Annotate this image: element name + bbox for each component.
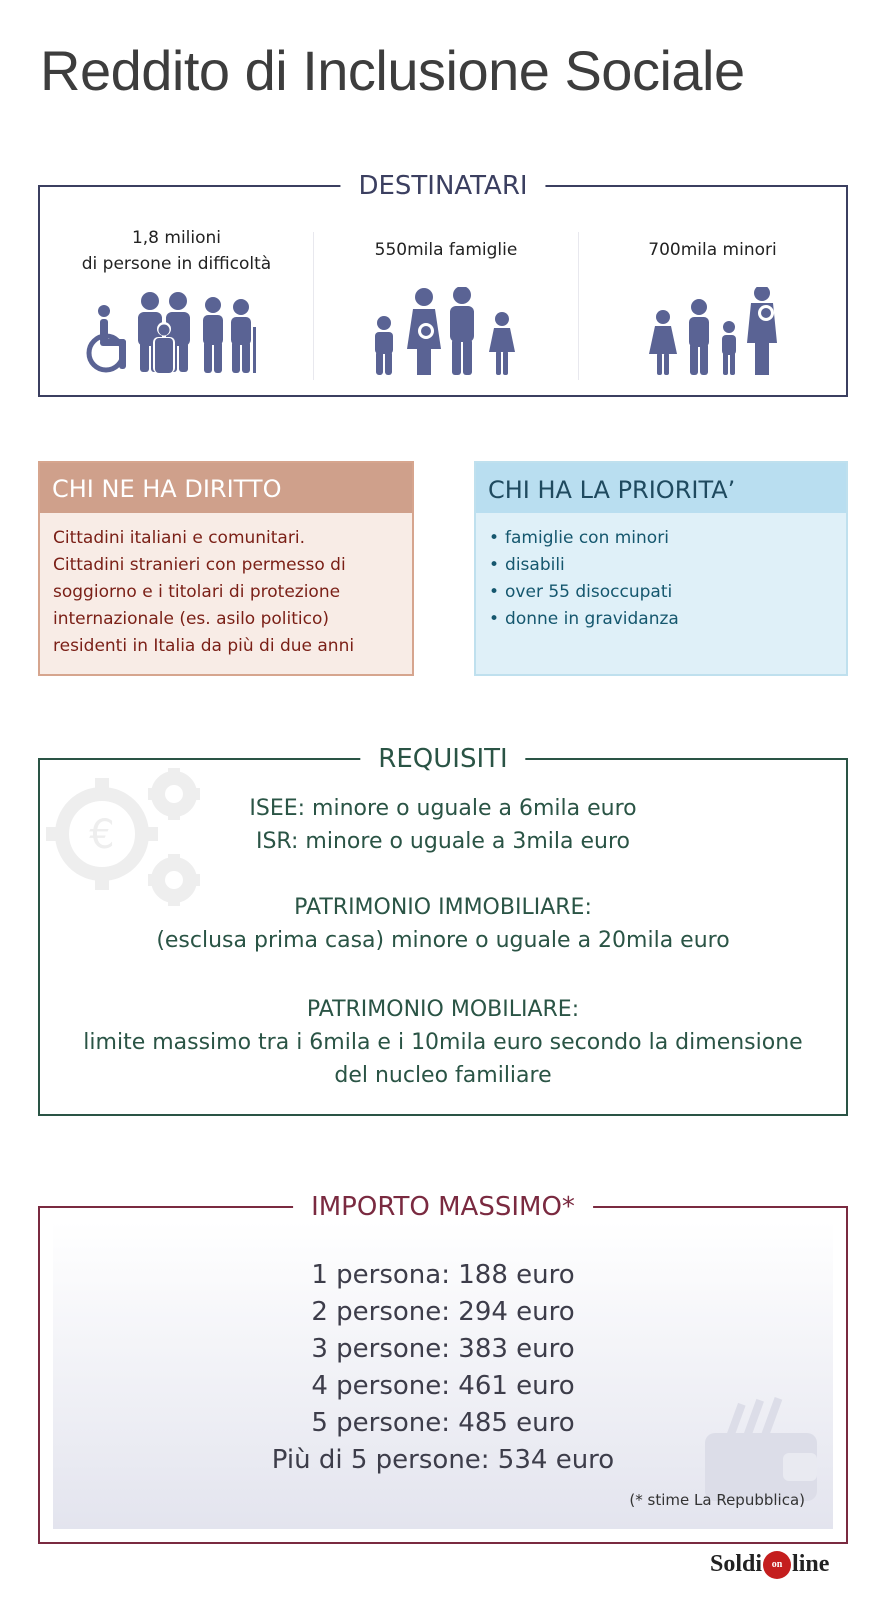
famiglie-label: 550mila famiglie [374, 240, 518, 260]
importo-row: 3 persone: 383 euro [311, 1334, 575, 1364]
minori-label: 700mila minori [648, 240, 777, 260]
importo-row: Più di 5 persone: 534 euro [271, 1445, 615, 1475]
svg-text:€: € [89, 812, 115, 858]
persone-count: 1,8 milioni [131, 228, 222, 248]
chi-ne-ha-diritto-heading: CHI NE HA DIRITTO [40, 463, 412, 513]
chi-ne-ha-diritto-panel [38, 461, 414, 676]
requisito-mobiliare-text: del nucleo familiare [334, 1063, 552, 1088]
page-title: Reddito di Inclusione Sociale [40, 39, 745, 102]
destinatari-column-famiglie [314, 187, 578, 395]
soldionline-logo [710, 1551, 829, 1587]
diritto-line: Cittadini italiani e comunitari. [53, 528, 305, 548]
importo-heading: IMPORTO MASSIMO* [293, 1191, 593, 1223]
chi-ha-la-priorita-heading: CHI HA LA PRIORITA’ [476, 463, 846, 513]
importo-row: 5 persone: 485 euro [311, 1408, 575, 1438]
requisito-mobiliare-title: PATRIMONIO MOBILIARE: [306, 997, 580, 1022]
requisiti-heading: REQUISITI [360, 743, 525, 775]
logo-left: Soldi [710, 1551, 763, 1577]
requisito-isr: ISR: minore o uguale a 3mila euro [255, 829, 631, 854]
persone-desc: di persone in difficoltà [81, 254, 272, 274]
requisito-isee: ISEE: minore o uguale a 6mila euro [249, 796, 637, 821]
destinatari-heading: DESTINATARI [340, 170, 545, 202]
importo-note: (* stime La Repubblica) [629, 1491, 805, 1509]
diritto-line: residenti in Italia da più di due anni [53, 636, 355, 656]
destinatari-column-minori [579, 187, 846, 395]
destinatari-column-persone [40, 187, 313, 395]
importo-massimo-panel [38, 1192, 848, 1544]
importo-row: 1 persona: 188 euro [311, 1260, 575, 1290]
importo-row: 4 persone: 461 euro [311, 1371, 575, 1401]
chi-ha-la-priorita-panel [474, 461, 848, 676]
priority-list [476, 513, 846, 633]
list-item: • donne in gravidanza [489, 606, 846, 633]
list-item: • disabili [489, 552, 846, 579]
children-icon [579, 287, 846, 377]
requisito-immobiliare-title: PATRIMONIO IMMOBILIARE: [294, 895, 592, 920]
list-item: • over 55 disoccupati [489, 579, 846, 606]
importo-row: 2 persone: 294 euro [311, 1297, 575, 1327]
requisito-mobiliare-text: limite massimo tra i 6mila e i 10mila euro secondo la dimensione [83, 1030, 803, 1055]
destinatari-panel [38, 171, 848, 397]
logo-right: line [792, 1551, 830, 1577]
persone-label [40, 225, 313, 277]
family-icon [314, 287, 578, 377]
logo-on-badge: on [763, 1551, 791, 1579]
people-in-need-icon [40, 287, 313, 377]
requisiti-panel [38, 744, 848, 1116]
chi-ne-ha-diritto-text [40, 513, 412, 660]
diritto-line: Cittadini stranieri con permesso di [53, 555, 346, 575]
list-item: • famiglie con minori [489, 525, 846, 552]
diritto-line: soggiorno e i titolari di protezione [53, 582, 341, 602]
requisito-immobiliare-text: (esclusa prima casa) minore o uguale a 20mila euro [156, 928, 730, 953]
diritto-line: internazionale (es. asilo politico) [53, 609, 330, 629]
